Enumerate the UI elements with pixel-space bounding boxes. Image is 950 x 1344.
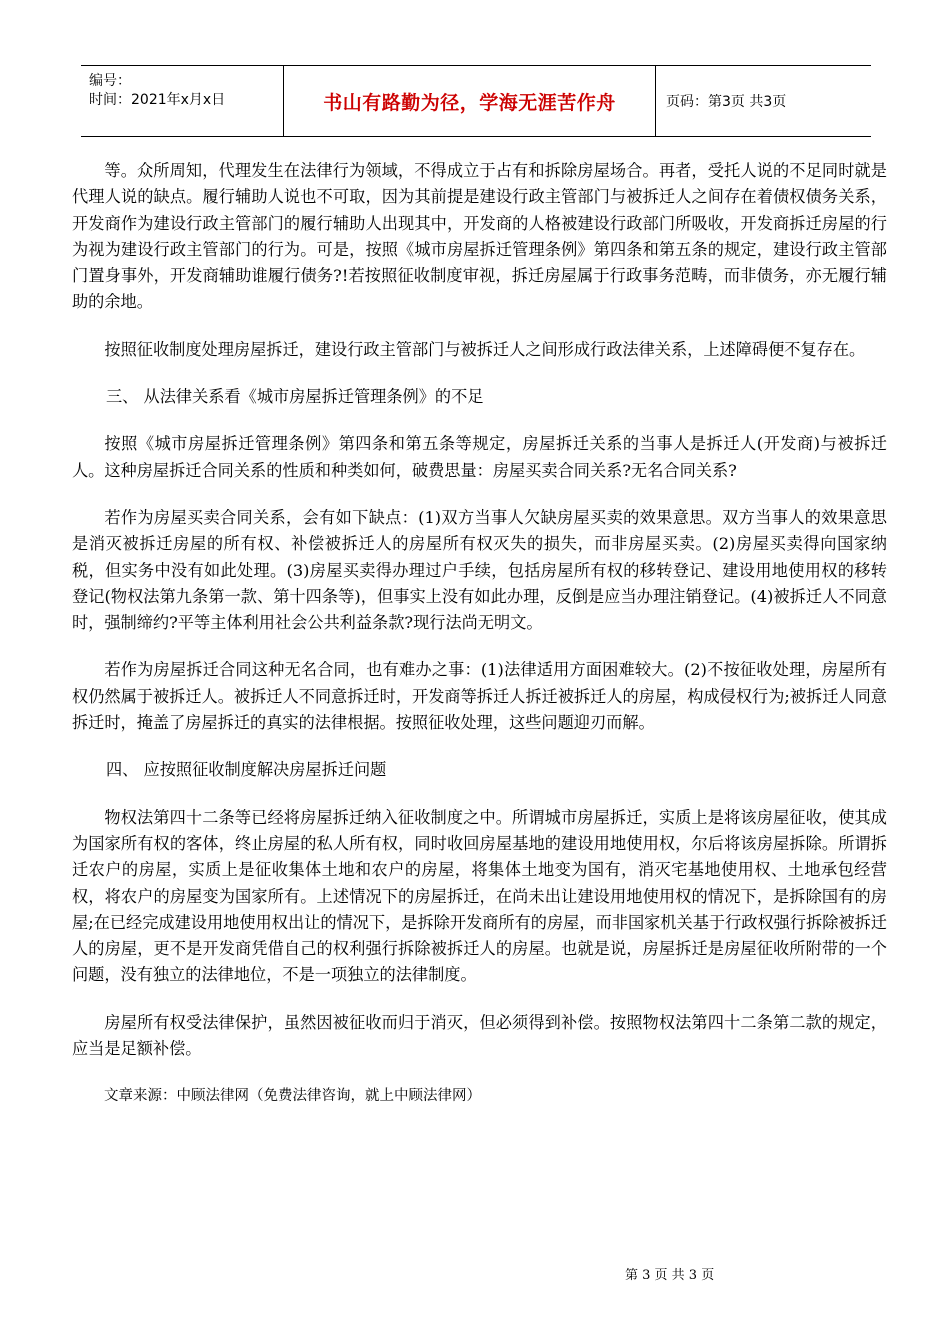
page-footer: 第 3 页 共 3 页 [625, 1268, 715, 1283]
section-heading: 四、 应按照征收制度解决房屋拆迁问题 [106, 760, 387, 780]
document-time: 时间：2021年x月x日 [89, 92, 226, 108]
body-paragraph: 若作为房屋拆迁合同这种无名合同，也有难办之事：(1)法律适用方面困难较大。(2)不按征收处理，房屋所有权仍然属于被拆迁人。被拆迁人不同意拆迁时，开发商等拆迁人拆迁被拆迁人的房屋，构成侵权行为;被拆迁人同意拆迁时，掩盖了房屋拆迁的真实的法律根据。按照征收处理，这些问题迎刃而解。 [72, 660, 887, 733]
body-paragraph: 等。众所周知，代理发生在法律行为领域，不得成立于占有和拆除房屋场合。再者，受托人说的不足同时就是代理人说的缺点。履行辅助人说也不可取，因为其前提是建设行政主管部门与被拆迁人之间存在着债权债务关系，开发商作为建设行政主管部门的履行辅助人出现其中，开发商的人格被建设行政部门所吸收，开发商拆迁房屋的行为视为建设行政主管部门的行为。可是，按照《城市房屋拆迁管理条例》第四条和第五条的规定，建设行政主管部门置身事外，开发商辅助谁履行债务?!若按照征收制度审视，拆迁房屋属于行政事务范畴，而非债务，亦无履行辅助的余地。 [72, 161, 887, 312]
section-heading: 三、 从法律关系看《城市房屋拆迁管理条例》的不足 [106, 387, 484, 407]
document-body [72, 158, 887, 1110]
header-motto: 书山有路勤为径，学海无涯苦作舟 [284, 66, 656, 136]
header-page-info: 页码：第3页 共3页 [666, 94, 787, 110]
article-source: 文章来源：中顾法律网（免费法律咨询，就上中顾法律网） [104, 1088, 481, 1105]
body-paragraph: 按照《城市房屋拆迁管理条例》第四条和第五条等规定，房屋拆迁关系的当事人是拆迁人(开发商)与被拆迁人。这种房屋拆迁合同关系的性质和种类如何，破费思量：房屋买卖合同关系?无名合同关系? [72, 434, 887, 480]
body-paragraph: 房屋所有权受法律保护，虽然因被征收而归于消灭，但必须得到补偿。按照物权法第四十二条第二款的规定，应当是足额补偿。 [72, 1012, 887, 1059]
body-paragraph: 若作为房屋买卖合同关系，会有如下缺点：(1)双方当事人欠缺房屋买卖的效果意思。双方当事人的效果意思是消灭被拆迁房屋的所有权、补偿被拆迁人的房屋所有权灭失的损失，而非房屋买卖。(2)房屋买卖得向国家纳税，但实务中没有如此处理。(3)房屋买卖得办理过户手续，包括房屋所有权的移转登记、建设用地使用权的移转登记(物权法第九条第一款、第十四条等)，但事实上没有如此办理，反倒是应当办理注销登记。(4)被拆迁人不同意时，强制缔约?平等主体利用社会公共利益条款?现行法尚无明文。 [72, 507, 887, 633]
header-table [81, 65, 871, 137]
body-paragraph: 按照征收制度处理房屋拆迁，建设行政主管部门与被拆迁人之间形成行政法律关系，上述障碍便不复存在。 [104, 339, 866, 359]
body-paragraph: 物权法第四十二条等已经将房屋拆迁纳入征收制度之中。所谓城市房屋拆迁，实质上是将该房屋征收，使其成为国家所有权的客体，终止房屋的私人所有权，同时收回房屋基地的建设用地使用权，尔后将该房屋拆除。所谓拆迁农户的房屋，实质上是征收集体土地和农户的房屋，将集体土地变为国有，消灭宅基地使用权、土地承包经营权，将农户的房屋变为国家所有。上述情况下的房屋拆迁，在尚未出让建设用地使用权的情况下，是拆除国有的房屋;在已经完成建设用地使用权出让的情况下，是拆除开发商所有的房屋，而非国家机关基于行政权强行拆除被拆迁人的房屋，更不是开发商凭借自己的权利强行拆除被拆迁人的房屋。也就是说，房屋拆迁是房屋征收所附带的一个问题，没有独立的法律地位，不是一项独立的法律制度。 [72, 807, 887, 985]
document-number-label: 编号： [89, 73, 131, 89]
header-meta [81, 66, 284, 136]
